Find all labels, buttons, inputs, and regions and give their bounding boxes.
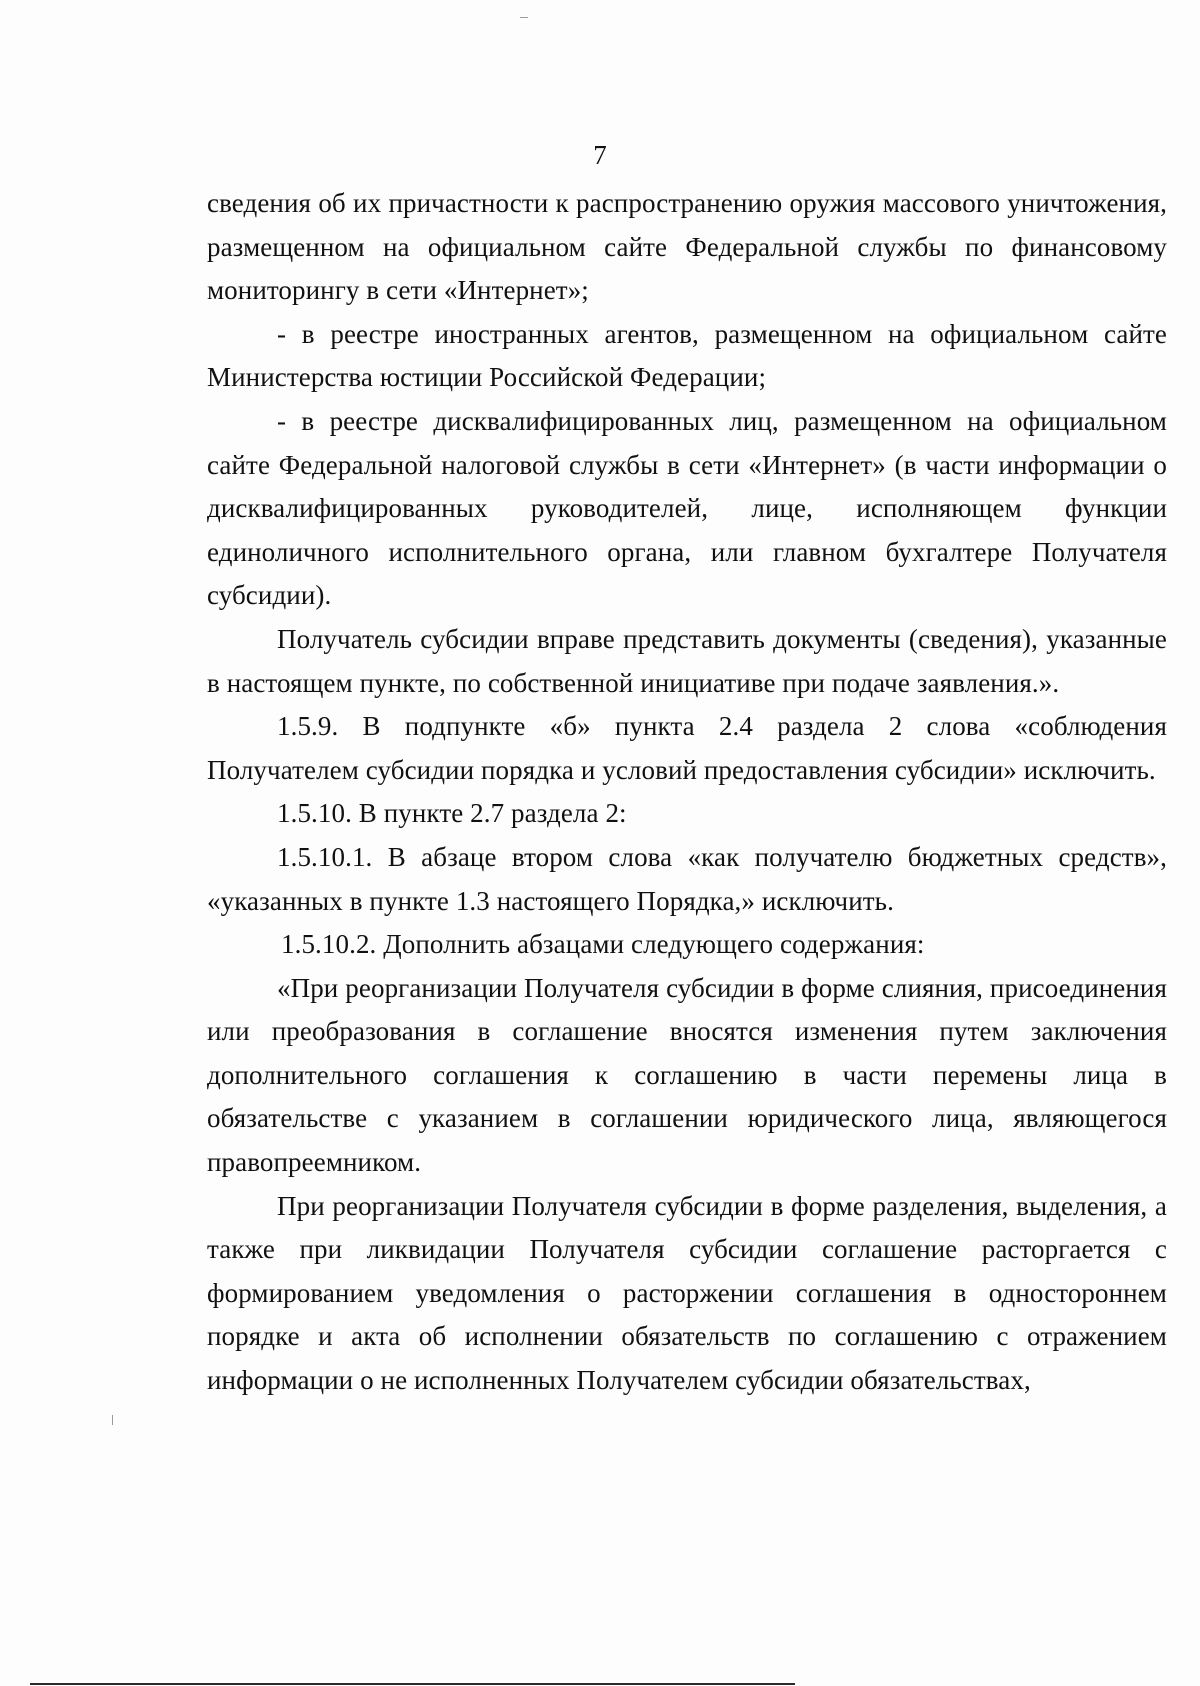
paragraph: 1.5.10.2. Дополнить абзацами следующего содержания: (281, 929, 925, 960)
document-body (207, 182, 1167, 1403)
paragraph: - в реестре иностранных агентов, размещенном на официальном сайте Министерства юстиции Российской Федерации; (207, 318, 1167, 393)
paragraph: 1.5.9. В подпункте «б» пункта 2.4 раздела 2 слова «соблюдения Получателем субсидии порядка и условий предоставления субсидии» исключить. (207, 711, 1167, 785)
paragraph: «При реорганизации Получателя субсидии в форме слияния, присоединения или преобразования в соглашение вносятся изменения путем заключения дополнительного соглашения к соглашению в части перемены лица в обязательстве с указанием в соглашении юридического лица, являющегося правопреемником. (207, 972, 1167, 1178)
scan-mark (112, 1415, 113, 1425)
bottom-rule (30, 1683, 795, 1685)
paragraph: - в реестре дисквалифицированных лиц, размещенном на официальном сайте Федеральной налоговой службы в сети «Интернет» (в части информации о дисквалифицированных руководителей, лице, исполняющем функции единоличного исполнительного органа, или главном бухгалтере Получателя субсидии). (207, 405, 1167, 611)
paragraph: 1.5.10.1. В абзаце втором слова «как получателю бюджетных средств», «указанных в пункте 1.3 настоящего Порядка,» исключить. (207, 841, 1167, 916)
paragraph: При реорганизации Получателя субсидии в форме разделения, выделения, а также при ликвидации Получателя субсидии соглашение расторгается с формированием уведомления о расторжении соглашения в одностороннем порядке и акта об исполнении обязательств по соглашению с отражением информации о не исполненных Получателем субсидии обязательствах, (207, 1190, 1167, 1396)
scan-mark (520, 17, 528, 18)
paragraph: Получатель субсидии вправе представить документы (сведения), указанные в настоящем пункте, по собственной инициативе при подаче заявления.». (207, 623, 1167, 698)
paragraph: сведения об их причастности к распространению оружия массового уничтожения, размещенном на официальном сайте Федеральной службы по финансовому мониторингу в сети «Интернет»; (207, 188, 1167, 306)
page-number: 7 (593, 140, 607, 170)
paragraph: 1.5.10. В пункте 2.7 раздела 2: (277, 798, 627, 829)
